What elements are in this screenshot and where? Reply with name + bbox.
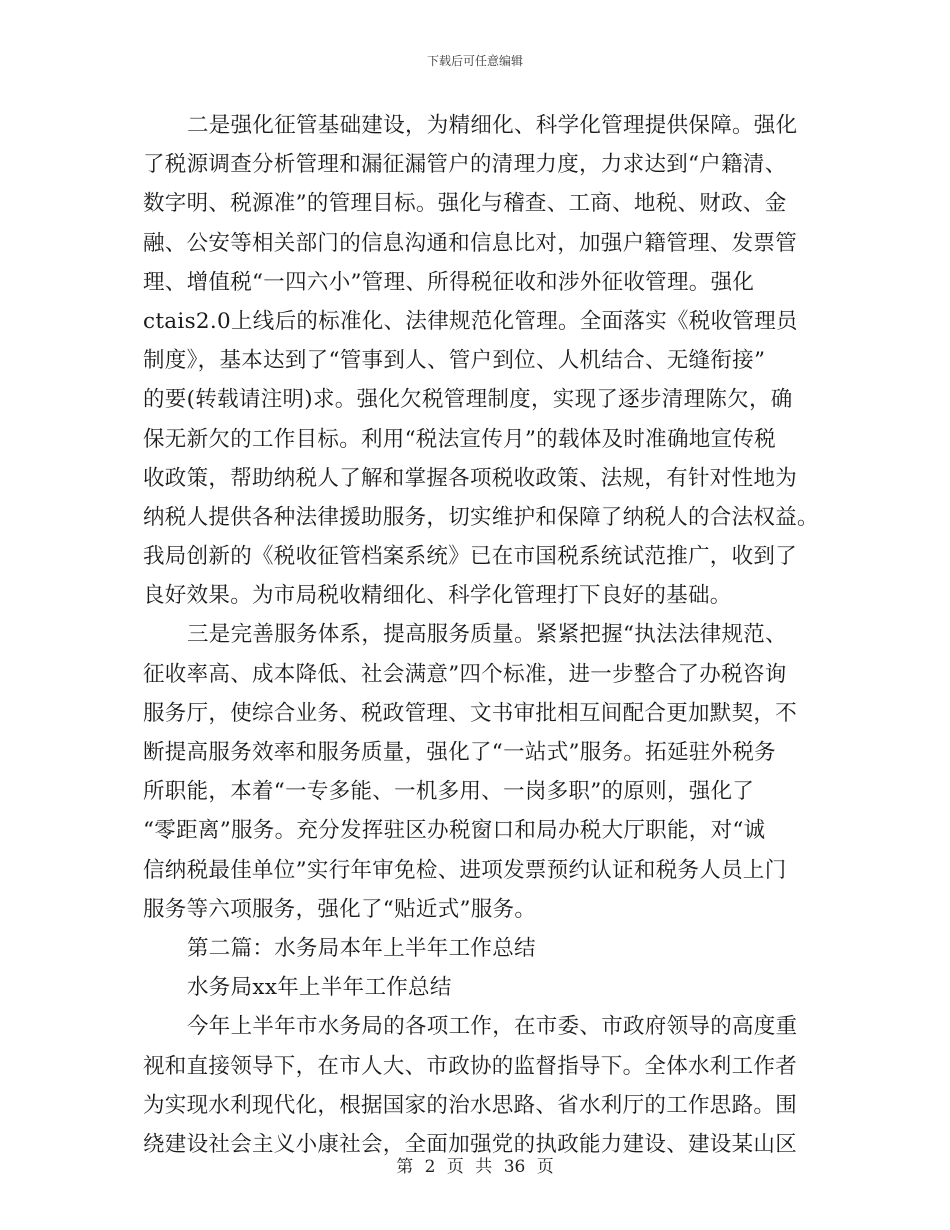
text-line: 保无新欠的工作目标。利用“税法宣传月”的载体及时准确地宣传税 bbox=[143, 426, 776, 452]
text-line: 理、增值税“一四六小”管理、所得税征收和涉外征收管理。强化 bbox=[143, 269, 755, 295]
text-line: “零距离”服务。充分发挥驻区办税窗口和局办税大厅职能，对“诚 bbox=[143, 818, 766, 844]
text-line: 为实现水利现代化，根据国家的治水思路、省水利厅的工作思路。围 bbox=[143, 1092, 798, 1118]
text-line: 融、公安等相关部门的信息沟通和信息比对，加强户籍管理、发票管 bbox=[143, 230, 798, 256]
text-line: 征收率高、成本降低、社会满意”四个标准，进一步整合了办税咨询 bbox=[143, 661, 787, 687]
text-line: 的要(转载请注明)求。强化欠税管理制度，实现了逐步清理陈欠，确 bbox=[143, 387, 793, 413]
text-line: 所职能，本着“一专多能、一机多用、一岗多职”的原则，强化了 bbox=[143, 779, 755, 805]
text-line: 断提高服务效率和服务质量，强化了“一站式”服务。拓延驻外税务 bbox=[143, 740, 776, 765]
text-line: 视和直接领导下，在市人大、市政协的监督指导下。全体水利工作者 bbox=[143, 1053, 798, 1079]
page-number: 第 2 页 共 36 页 bbox=[396, 1157, 554, 1177]
text-line: 我局创新的《税收征管档案系统》已在市国税系统试范推广，收到了 bbox=[143, 544, 798, 570]
text-line: 服务等六项服务，强化了“贴近式”服务。 bbox=[143, 896, 537, 922]
text-line: 二是强化征管基础建设，为精细化、科学化管理提供保障。强化 bbox=[187, 113, 798, 138]
text-line: 制度》，基本达到了“管事到人、管户到位、人机结合、无缝衔接” bbox=[143, 348, 766, 374]
page-header: 下载后可任意编辑 bbox=[426, 54, 523, 68]
text-line: 良好效果。为市局税收精细化、科学化管理打下良好的基础。 bbox=[143, 583, 732, 609]
text-line: 收政策，帮助纳税人了解和掌握各项税收政策、法规，有针对性地为 bbox=[143, 465, 798, 491]
text-line: ctais2.0上线后的标准化、法律规范化管理。全面落实《税收管理员 bbox=[143, 308, 798, 334]
text-line: 信纳税最佳单位”实行年审免检、进项发票预约认证和税务人员上门 bbox=[143, 857, 787, 883]
text-line: 数字明、税源准”的管理目标。强化与稽查、工商、地税、财政、金 bbox=[143, 191, 787, 217]
text-line: 三是完善服务体系，提高服务质量。紧紧把握“执法法律规范、 bbox=[187, 622, 787, 648]
text-line: 了税源调查分析管理和漏征漏管户的清理力度，力求达到“户籍清、 bbox=[143, 152, 787, 178]
text-line: 纳税人提供各种法律援助服务，切实维护和保障了纳税人的合法权益。 bbox=[143, 504, 819, 530]
text-line: 服务厅，使综合业务、税政管理、文书审批相互间配合更加默契，不 bbox=[143, 700, 798, 726]
section-title: 水务局xx年上半年工作总结 bbox=[187, 975, 452, 1001]
text-line: 绕建设社会主义小康社会，全面加强党的执政能力建设、建设某山区 bbox=[143, 1131, 798, 1157]
text-line: 今年上半年市水务局的各项工作，在市委、市政府领导的高度重 bbox=[187, 1014, 798, 1040]
section-heading: 第二篇：水务局本年上半年工作总结 bbox=[187, 935, 536, 961]
document-body bbox=[143, 106, 819, 1164]
